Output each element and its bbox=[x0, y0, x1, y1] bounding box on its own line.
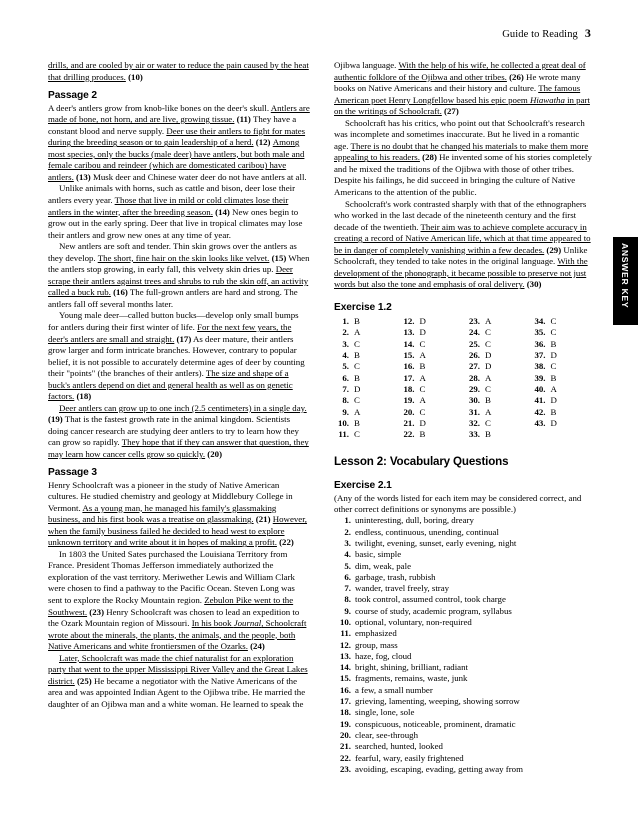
answer-number: 10. bbox=[337, 418, 349, 429]
vocab-item-number: 16. bbox=[339, 684, 351, 695]
answer-number: 4. bbox=[342, 349, 349, 360]
page-number: 3 bbox=[584, 26, 591, 40]
answer-cell bbox=[400, 361, 466, 372]
vocab-item-text: single, lone, sole bbox=[355, 707, 415, 718]
answer-number: 39. bbox=[534, 372, 546, 383]
vocab-item bbox=[334, 696, 596, 707]
answer-cell bbox=[531, 327, 597, 338]
answer-cell bbox=[465, 429, 531, 440]
answer-cell bbox=[334, 407, 400, 418]
exercise-2-1-heading: Exercise 2.1 bbox=[334, 479, 392, 491]
lesson-2-heading: Lesson 2: Vocabulary Questions bbox=[334, 454, 509, 468]
answer-cell bbox=[465, 339, 531, 350]
vocab-item bbox=[334, 651, 596, 662]
passage-3-cont-paragraph-2 bbox=[334, 118, 596, 199]
answer-number: 16. bbox=[403, 361, 415, 372]
answer-cell bbox=[531, 373, 597, 384]
vocab-item-number: 19. bbox=[339, 718, 351, 729]
vocab-item-text: basic, simple bbox=[355, 549, 402, 560]
p2-p5-u1: Deer antlers can grow up to one inch (2.5 centimeters) in a single day. bbox=[59, 402, 307, 413]
answer-value: A bbox=[419, 372, 426, 383]
answer-cell bbox=[400, 418, 466, 429]
answer-cell bbox=[531, 407, 597, 418]
p3-p2-u1: Zebulon Pike went to the Southwest. bbox=[48, 595, 294, 617]
vocab-item-text: searched, hunted, looked bbox=[355, 741, 443, 752]
p2-p4-b: As deer mature, their antlers grow larger and form intricate branches. However, contrary to popular belief, it is not possible to accurately determine ages of deer by counting their "points" (the branches of their antlers). bbox=[48, 333, 305, 379]
answer-value: B bbox=[419, 361, 426, 372]
answer-value: C bbox=[485, 418, 491, 429]
p2-p3-b: When the antlers stop growing, in early fall, this velvety skin dries up. bbox=[48, 252, 310, 275]
passage-3-paragraph-1 bbox=[48, 480, 310, 549]
answer-value: A bbox=[419, 349, 426, 360]
p3-p2-m2: (24) bbox=[247, 641, 265, 652]
p3-p3-a: He became a negotiator with the Native Americans of the area and was appointed Indian Agent to the Ojibwa tribe. He married the daughter of an Ojibwa man and a white woman. He learned to speak the bbox=[48, 675, 306, 709]
answer-number: 17. bbox=[403, 372, 415, 383]
p2-p1-a: A deer's antlers grow from knob-like bones on the deer's skull. bbox=[48, 102, 271, 113]
p3-p2-a: In 1803 the United Sates purchased the Louisiana Territory from France. President Thomas Jefferson immediately authorized the exploration of the vast territory. Meriwether Lewis and William Clark were chosen to find a pathway to the Pacific Ocean. Steven Long was sent to explore the Rocky Mountain region. bbox=[48, 548, 295, 606]
answer-number: 35. bbox=[534, 327, 546, 338]
answer-cell bbox=[465, 395, 531, 406]
r-p2-a: Schoolcraft has his critics, who point out that Schoolcraft's research was incomplete and sometimes inaccurate. But he lived in a romantic age. bbox=[334, 117, 585, 151]
answer-number: 11. bbox=[338, 429, 349, 440]
answer-value: B bbox=[354, 315, 360, 326]
vocab-item-text: uninteresting, dull, boring, dreary bbox=[355, 515, 474, 526]
answer-cell bbox=[334, 350, 400, 361]
vocab-item-text: haze, fog, cloud bbox=[355, 650, 412, 661]
answer-number: 32. bbox=[468, 418, 480, 429]
p2-p4-m1: (17) bbox=[174, 333, 192, 344]
p2-p2-u1: Those that live in mild or cold climates lose their antlers in the winter, after the breeding season. bbox=[48, 194, 289, 217]
answer-key-thumb-tab bbox=[613, 237, 638, 325]
passage-3-paragraph-2 bbox=[48, 549, 310, 653]
r-p3-a: Schoolcraft's work contrasted sharply with that of the ethnographers who worked in the last decade of the nineteenth century and the first decade of the twentieth. bbox=[334, 198, 587, 232]
answer-value: D bbox=[419, 315, 426, 326]
answer-number: 7. bbox=[342, 384, 349, 394]
answer-cell bbox=[400, 316, 466, 327]
answer-value: A bbox=[419, 395, 426, 406]
r-p1-m2: (27) bbox=[441, 106, 459, 117]
p2-p1-m2: (12) bbox=[253, 137, 273, 148]
vocab-item-number: 6. bbox=[344, 571, 351, 582]
p3-p2-u2b: , Schoolcraft wrote about the minerals, the plants, the animals, and the people, both Native Americans and white frontiersmen of the Ozarks. bbox=[48, 618, 307, 652]
answer-number: 37. bbox=[534, 349, 546, 360]
answer-value: B bbox=[550, 338, 557, 349]
p2-p2-b: New ones begin to grow out in the early spring. Deer that live in tropical climates may lose their antlers and grow new ones at any time of year. bbox=[48, 206, 303, 240]
answer-cell bbox=[531, 350, 597, 361]
answer-value: B bbox=[485, 395, 491, 406]
answer-cell bbox=[400, 407, 466, 418]
vocab-item-number: 8. bbox=[344, 594, 351, 605]
answer-number: 20. bbox=[403, 406, 415, 417]
p2-p4-u1: For the next few years, the deer's antlers are small and straight. bbox=[48, 321, 292, 344]
p2-p5-m1: (19) bbox=[48, 414, 63, 425]
p2-p3-m2: (16) bbox=[110, 287, 128, 298]
answer-cell bbox=[531, 361, 597, 372]
right-column bbox=[334, 60, 596, 775]
answer-value: D bbox=[419, 327, 426, 338]
answer-value: C bbox=[485, 384, 491, 394]
answer-number: 40. bbox=[534, 384, 546, 394]
r-p3-m2: (30) bbox=[524, 279, 542, 290]
answer-value: B bbox=[354, 372, 360, 383]
vocab-item-number: 20. bbox=[339, 729, 351, 740]
answer-value: C bbox=[485, 338, 491, 349]
p2-p5-a: That is the fastest growth rate in the animal kingdom. Scientists doing cancer research are studying deer antlers to try to learn how they can grow so rapidly. bbox=[48, 414, 299, 448]
answer-number: 14. bbox=[403, 338, 415, 349]
answer-cell bbox=[465, 418, 531, 429]
r-p1-b: He wrote many books on Native Americans and their history and culture. bbox=[334, 71, 581, 94]
vocab-item-number: 3. bbox=[344, 537, 351, 548]
answer-value: C bbox=[550, 361, 557, 372]
vocab-item bbox=[334, 662, 596, 673]
p2-p3-c: The full-grown antlers are hard and strong. The antlers fall off several months later. bbox=[48, 287, 298, 309]
answer-number: 8. bbox=[342, 395, 349, 406]
p2-p5-m2: (20) bbox=[205, 449, 223, 459]
answer-number: 6. bbox=[342, 372, 349, 383]
r-p3-m1: (29) bbox=[544, 244, 562, 255]
answer-value: A bbox=[550, 384, 557, 394]
passage-3-cont-paragraph-3 bbox=[334, 199, 596, 291]
answer-value: C bbox=[485, 327, 491, 338]
answer-number: 26. bbox=[468, 349, 480, 360]
vocab-item-number: 2. bbox=[344, 526, 351, 537]
answer-number: 38. bbox=[534, 361, 546, 372]
vocab-item-number: 18. bbox=[339, 707, 351, 718]
vocab-item bbox=[334, 515, 596, 526]
answer-cell bbox=[531, 384, 597, 395]
r-p1-poem-title: Hiawatha bbox=[529, 94, 565, 105]
answer-value: B bbox=[550, 406, 557, 417]
answer-cell bbox=[400, 350, 466, 361]
answer-number: 5. bbox=[342, 361, 349, 372]
vocab-item bbox=[334, 685, 596, 696]
answer-number: 1. bbox=[342, 315, 349, 326]
vocab-item-text: took control, assumed control, took charge bbox=[355, 594, 506, 605]
vocab-item-text: endless, continuous, unending, continual bbox=[355, 526, 499, 537]
exercise-2-1-note: (Any of the words listed for each item may be considered correct, and other correct definitions or synonyms are possible.) bbox=[334, 492, 582, 515]
vocab-item-number: 9. bbox=[344, 605, 351, 616]
p2-p5-u2: They hope that if they can answer that question, they may learn how cancer cells grow so quickly. bbox=[48, 437, 309, 459]
vocab-item-text: conspicuous, noticeable, prominent, dramatic bbox=[355, 718, 516, 729]
p2-p4-a: Young male deer—called button bucks—develop only small bumps for antlers during their first winter of life. bbox=[48, 310, 299, 332]
p2-p3-a: New antlers are soft and tender. Thin skin grows over the antlers as they develop. bbox=[48, 241, 297, 263]
p2-p2-a: Unlike animals with horns, such as cattle and bison, deer lose their antlers every year. bbox=[48, 183, 296, 205]
p2-p4-u2: The size and shape of a buck's antlers depend on diet and general health as well as on genetic factors. bbox=[48, 368, 293, 402]
answer-cell bbox=[465, 407, 531, 418]
vocab-item bbox=[334, 673, 596, 684]
vocab-item-text: grieving, lamenting, weeping, showing sorrow bbox=[355, 696, 520, 707]
answer-number: 34. bbox=[534, 315, 546, 326]
r-p1-m1: (26) bbox=[506, 71, 524, 82]
passage-2-heading: Passage 2 bbox=[48, 90, 97, 102]
vocab-item-number: 15. bbox=[339, 673, 351, 684]
answer-cell bbox=[465, 384, 531, 395]
passage-2-paragraph-1 bbox=[48, 103, 310, 184]
p2-p1-u1: Antlers are made of bone, not horn, and are live, growing tissue. bbox=[48, 102, 310, 125]
passage-3-heading: Passage 3 bbox=[48, 467, 97, 479]
vocab-item-text: fearful, wary, easily frightened bbox=[355, 752, 464, 763]
vocab-item-text: avoiding, escaping, evading, getting away from bbox=[355, 763, 523, 774]
answer-cell bbox=[334, 327, 400, 338]
p3-p1-a: Henry Schoolcraft was a pioneer in the study of Native American cultures. He studied chemistry and geology at Middlebury College in Vermont. bbox=[48, 479, 293, 513]
vocab-item bbox=[334, 572, 596, 583]
p3-p3-u1: Later, Schoolcraft was made the chief naturalist for an exploration party that went to the upper Mississippi River Valley and the Great Lakes district. bbox=[48, 652, 308, 686]
answer-value: C bbox=[354, 395, 360, 406]
answer-cell bbox=[334, 373, 400, 384]
p3-p2-m1: (23) bbox=[87, 606, 105, 617]
vocab-item-text: a few, a small number bbox=[355, 684, 433, 695]
answer-number: 27. bbox=[468, 361, 480, 372]
vocab-item-number: 13. bbox=[339, 650, 351, 661]
p3-p1-m2: (22) bbox=[276, 537, 294, 548]
answer-number: 12. bbox=[403, 315, 415, 326]
r-p3-u2: With the development of the phonograph, it became possible to preserve not just words but also the tone and emphasis of oral delivery. bbox=[334, 256, 588, 290]
vocab-item-text: bright, shining, brilliant, radiant bbox=[355, 662, 468, 673]
answer-value: D bbox=[354, 384, 361, 394]
vocab-item bbox=[334, 730, 596, 741]
answer-value: D bbox=[550, 349, 557, 360]
answer-cell bbox=[400, 429, 466, 440]
vocab-item bbox=[334, 707, 596, 718]
answer-cell bbox=[531, 418, 597, 429]
p3-p1-u2: However, when the family business failed he decided to head west to explore unknown territory and write about it in hopes of making a profit. bbox=[48, 514, 308, 548]
continued-marker: (10) bbox=[128, 71, 143, 82]
answer-value: A bbox=[485, 315, 492, 326]
passage-2-paragraph-5 bbox=[48, 403, 310, 461]
p3-p2-u2a: In his book bbox=[191, 618, 234, 629]
answer-cell bbox=[531, 395, 597, 406]
answer-value: C bbox=[419, 406, 426, 417]
answer-value: A bbox=[354, 327, 361, 338]
vocab-item bbox=[334, 583, 596, 594]
answer-number: 3. bbox=[342, 338, 349, 349]
answer-cell bbox=[334, 429, 400, 440]
vocab-item-number: 17. bbox=[339, 696, 351, 707]
p2-p4-m2: (18) bbox=[74, 391, 92, 402]
answer-key-thumb-tab-label: ANSWER KEY bbox=[620, 243, 630, 309]
answer-value: B bbox=[419, 429, 426, 440]
answer-cell bbox=[334, 418, 400, 429]
answer-cell bbox=[334, 361, 400, 372]
vocab-item bbox=[334, 561, 596, 572]
vocab-item bbox=[334, 640, 596, 651]
answer-cell bbox=[400, 395, 466, 406]
answer-cell bbox=[465, 373, 531, 384]
p3-p2-b: Henry Schoolcraft was chosen to lead an expedition to the Ozark Mountain region of Missouri. bbox=[48, 606, 300, 629]
exercise-2-1-list bbox=[334, 515, 596, 775]
answer-number: 25. bbox=[468, 338, 480, 349]
vocab-item-number: 21. bbox=[339, 741, 351, 752]
passage-2-paragraph-2 bbox=[48, 183, 310, 241]
p2-p1-u3: Among most species, only the bucks (male deer) have antlers, but both male and female caribou and reindeer (which are domesticated caribou) have antlers. bbox=[48, 137, 305, 182]
answer-cell bbox=[400, 327, 466, 338]
vocab-item bbox=[334, 538, 596, 549]
p2-p1-u2: Deer use their antlers to fight for mates during the breeding season or to gain leadership of a herd. bbox=[48, 125, 306, 148]
answer-number: 9. bbox=[342, 406, 349, 417]
vocab-item bbox=[334, 741, 596, 752]
p2-p2-m1: (14) bbox=[212, 206, 230, 217]
vocab-item-number: 11. bbox=[340, 628, 351, 639]
answer-value: D bbox=[550, 395, 557, 406]
answer-number: 13. bbox=[403, 327, 415, 338]
answer-number: 36. bbox=[534, 338, 546, 349]
exercise-1-2-answer-grid bbox=[334, 316, 596, 441]
vocab-item-text: course of study, academic program, syllabus bbox=[355, 605, 512, 616]
answer-value: C bbox=[354, 338, 360, 349]
answer-value: C bbox=[550, 327, 557, 338]
answer-number: 23. bbox=[468, 315, 480, 326]
answer-value: A bbox=[485, 372, 492, 383]
r-p2-b: He invented some of his stories completely and he mixed the traditions of the Ojibwa with those of other tribes. Despite his failings, he did succeed in bringing the culture of Native Americans to the attention of the public. bbox=[334, 152, 592, 198]
p2-p1-c: Musk deer and Chinese water deer do not have antlers at all. bbox=[90, 171, 307, 182]
passage-3-paragraph-3 bbox=[48, 653, 310, 711]
vocab-item-text: emphasized bbox=[355, 628, 397, 639]
answer-value: D bbox=[550, 418, 557, 429]
answer-number: 43. bbox=[534, 418, 546, 429]
answer-number: 18. bbox=[403, 384, 415, 394]
answer-cell bbox=[400, 384, 466, 395]
answer-value: D bbox=[485, 349, 492, 360]
answer-value: C bbox=[419, 384, 426, 394]
vocab-item-number: 4. bbox=[344, 549, 351, 560]
p2-p3-m1: (15) bbox=[269, 252, 287, 263]
p2-p3-u1: The short, fine hair on the skin looks like velvet. bbox=[97, 252, 270, 263]
p3-p1-m1: (21) bbox=[253, 514, 273, 525]
passage-2-paragraph-4 bbox=[48, 310, 310, 402]
answer-value: C bbox=[354, 429, 360, 440]
answer-cell bbox=[465, 350, 531, 361]
answer-cell bbox=[334, 316, 400, 327]
answer-number: 28. bbox=[468, 372, 480, 383]
vocab-item bbox=[334, 617, 596, 628]
answer-value: C bbox=[550, 315, 557, 326]
vocab-item-number: 23. bbox=[339, 763, 351, 774]
vocab-item-text: dim, weak, pale bbox=[355, 560, 411, 571]
vocab-item bbox=[334, 594, 596, 605]
answer-number: 22. bbox=[403, 429, 415, 440]
answer-value: C bbox=[419, 338, 426, 349]
p2-p1-m3: (13) bbox=[73, 171, 91, 182]
r-p3-b: Unlike Schoolcraft, they tended to take notes in the original language. bbox=[334, 244, 588, 267]
answer-cell bbox=[531, 339, 597, 350]
answer-value: B bbox=[550, 372, 557, 383]
vocab-item-number: 10. bbox=[339, 616, 351, 627]
passage-3-cont-paragraph-1 bbox=[334, 60, 596, 118]
answer-cell bbox=[400, 373, 466, 384]
passage-2-paragraph-3 bbox=[48, 241, 310, 310]
vocab-item-text: optional, voluntary, non-required bbox=[355, 616, 472, 627]
p2-p1-b: They have a constant blood and nerve supply. bbox=[48, 114, 297, 136]
r-p2-m1: (28) bbox=[419, 152, 437, 163]
left-column bbox=[48, 60, 310, 710]
vocab-item bbox=[334, 549, 596, 560]
answer-number: 15. bbox=[403, 349, 415, 360]
vocab-item-number: 5. bbox=[344, 560, 351, 571]
answer-number: 24. bbox=[468, 327, 480, 338]
answer-cell bbox=[400, 339, 466, 350]
answer-value: B bbox=[354, 418, 360, 429]
r-p2-u1: There is no doubt that he changed his materials to make them more appealing to his readers. bbox=[334, 140, 589, 163]
answer-number: 42. bbox=[534, 406, 546, 417]
vocab-item-text: clear, see-through bbox=[355, 729, 418, 740]
vocab-item-text: twilight, evening, sunset, early evening, night bbox=[355, 537, 517, 548]
vocab-item-number: 1. bbox=[344, 515, 351, 526]
answer-value: A bbox=[354, 406, 361, 417]
r-p1-u1: With the help of his wife, he collected a great deal of authentic folklore of the Ojibwa and other tribes. bbox=[334, 60, 586, 82]
answer-number: 33. bbox=[468, 429, 480, 440]
answer-value: D bbox=[419, 418, 426, 429]
answer-cell bbox=[465, 316, 531, 327]
exercise-1-2-heading: Exercise 1.2 bbox=[334, 301, 392, 313]
answer-number: 30. bbox=[468, 395, 480, 406]
answer-number: 2. bbox=[342, 327, 349, 338]
answer-cell bbox=[465, 327, 531, 338]
running-head bbox=[0, 26, 591, 41]
r-p1-u2b: in part on the writings of Schoolcraft. bbox=[334, 94, 590, 117]
answer-number: 29. bbox=[468, 384, 480, 394]
vocab-item-number: 12. bbox=[339, 639, 351, 650]
vocab-item bbox=[334, 527, 596, 538]
vocab-item-text: wander, travel freely, stray bbox=[355, 583, 450, 594]
r-p1-u2a: The famous American poet Henry Longfellow based his epic poem bbox=[334, 83, 581, 105]
continued-underline: drills, and are cooled by air or water to reduce the pain caused by the heat that drilling produces. bbox=[48, 60, 309, 82]
p3-p1-u1: As a young man, he managed his family's glassmaking business, and his first book was a treatise on glassmaking. bbox=[48, 502, 277, 525]
vocab-item-number: 7. bbox=[344, 583, 351, 594]
vocab-item bbox=[334, 628, 596, 639]
answer-value: C bbox=[354, 361, 360, 372]
p3-p2-book-title: Journal bbox=[233, 618, 262, 629]
p3-p3-m1: (25) bbox=[74, 675, 92, 686]
answer-number: 41. bbox=[534, 395, 546, 406]
answer-cell bbox=[531, 316, 597, 327]
answer-value: B bbox=[485, 429, 491, 440]
answer-value: D bbox=[485, 361, 492, 372]
vocab-item bbox=[334, 719, 596, 730]
vocab-item-text: group, mass bbox=[355, 639, 398, 650]
running-head-title: Guide to Reading bbox=[502, 29, 578, 40]
continued-paragraph bbox=[48, 60, 310, 83]
answer-cell bbox=[334, 339, 400, 350]
vocab-item bbox=[334, 606, 596, 617]
vocab-item-number: 22. bbox=[339, 752, 351, 763]
vocab-item bbox=[334, 764, 596, 775]
answer-number: 31. bbox=[468, 406, 480, 417]
answer-cell bbox=[465, 361, 531, 372]
answer-number: 21. bbox=[403, 418, 415, 429]
answer-cell bbox=[334, 395, 400, 406]
answer-cell-empty bbox=[531, 429, 597, 440]
answer-cell bbox=[334, 384, 400, 395]
r-p1-a: Ojibwa language. bbox=[334, 60, 399, 70]
answer-value: B bbox=[354, 349, 360, 360]
answer-number: 19. bbox=[403, 395, 415, 406]
answer-value: A bbox=[485, 406, 492, 417]
vocab-item-text: garbage, trash, rubbish bbox=[355, 571, 436, 582]
p2-p3-u2: Deer scrape their antlers against trees and shrubs to rub the skin off, an activity called a buck rub. bbox=[48, 264, 309, 298]
p2-p1-m1: (11) bbox=[234, 114, 251, 125]
vocab-item-text: fragments, remains, waste, junk bbox=[355, 673, 468, 684]
vocab-item bbox=[334, 753, 596, 764]
vocab-item-number: 14. bbox=[339, 662, 351, 673]
r-p3-u1: Their aim was to achieve complete accuracy in creating a record of Native American life, which at that time appeared to be in danger of completely vanishing within a few decades. bbox=[334, 221, 591, 255]
